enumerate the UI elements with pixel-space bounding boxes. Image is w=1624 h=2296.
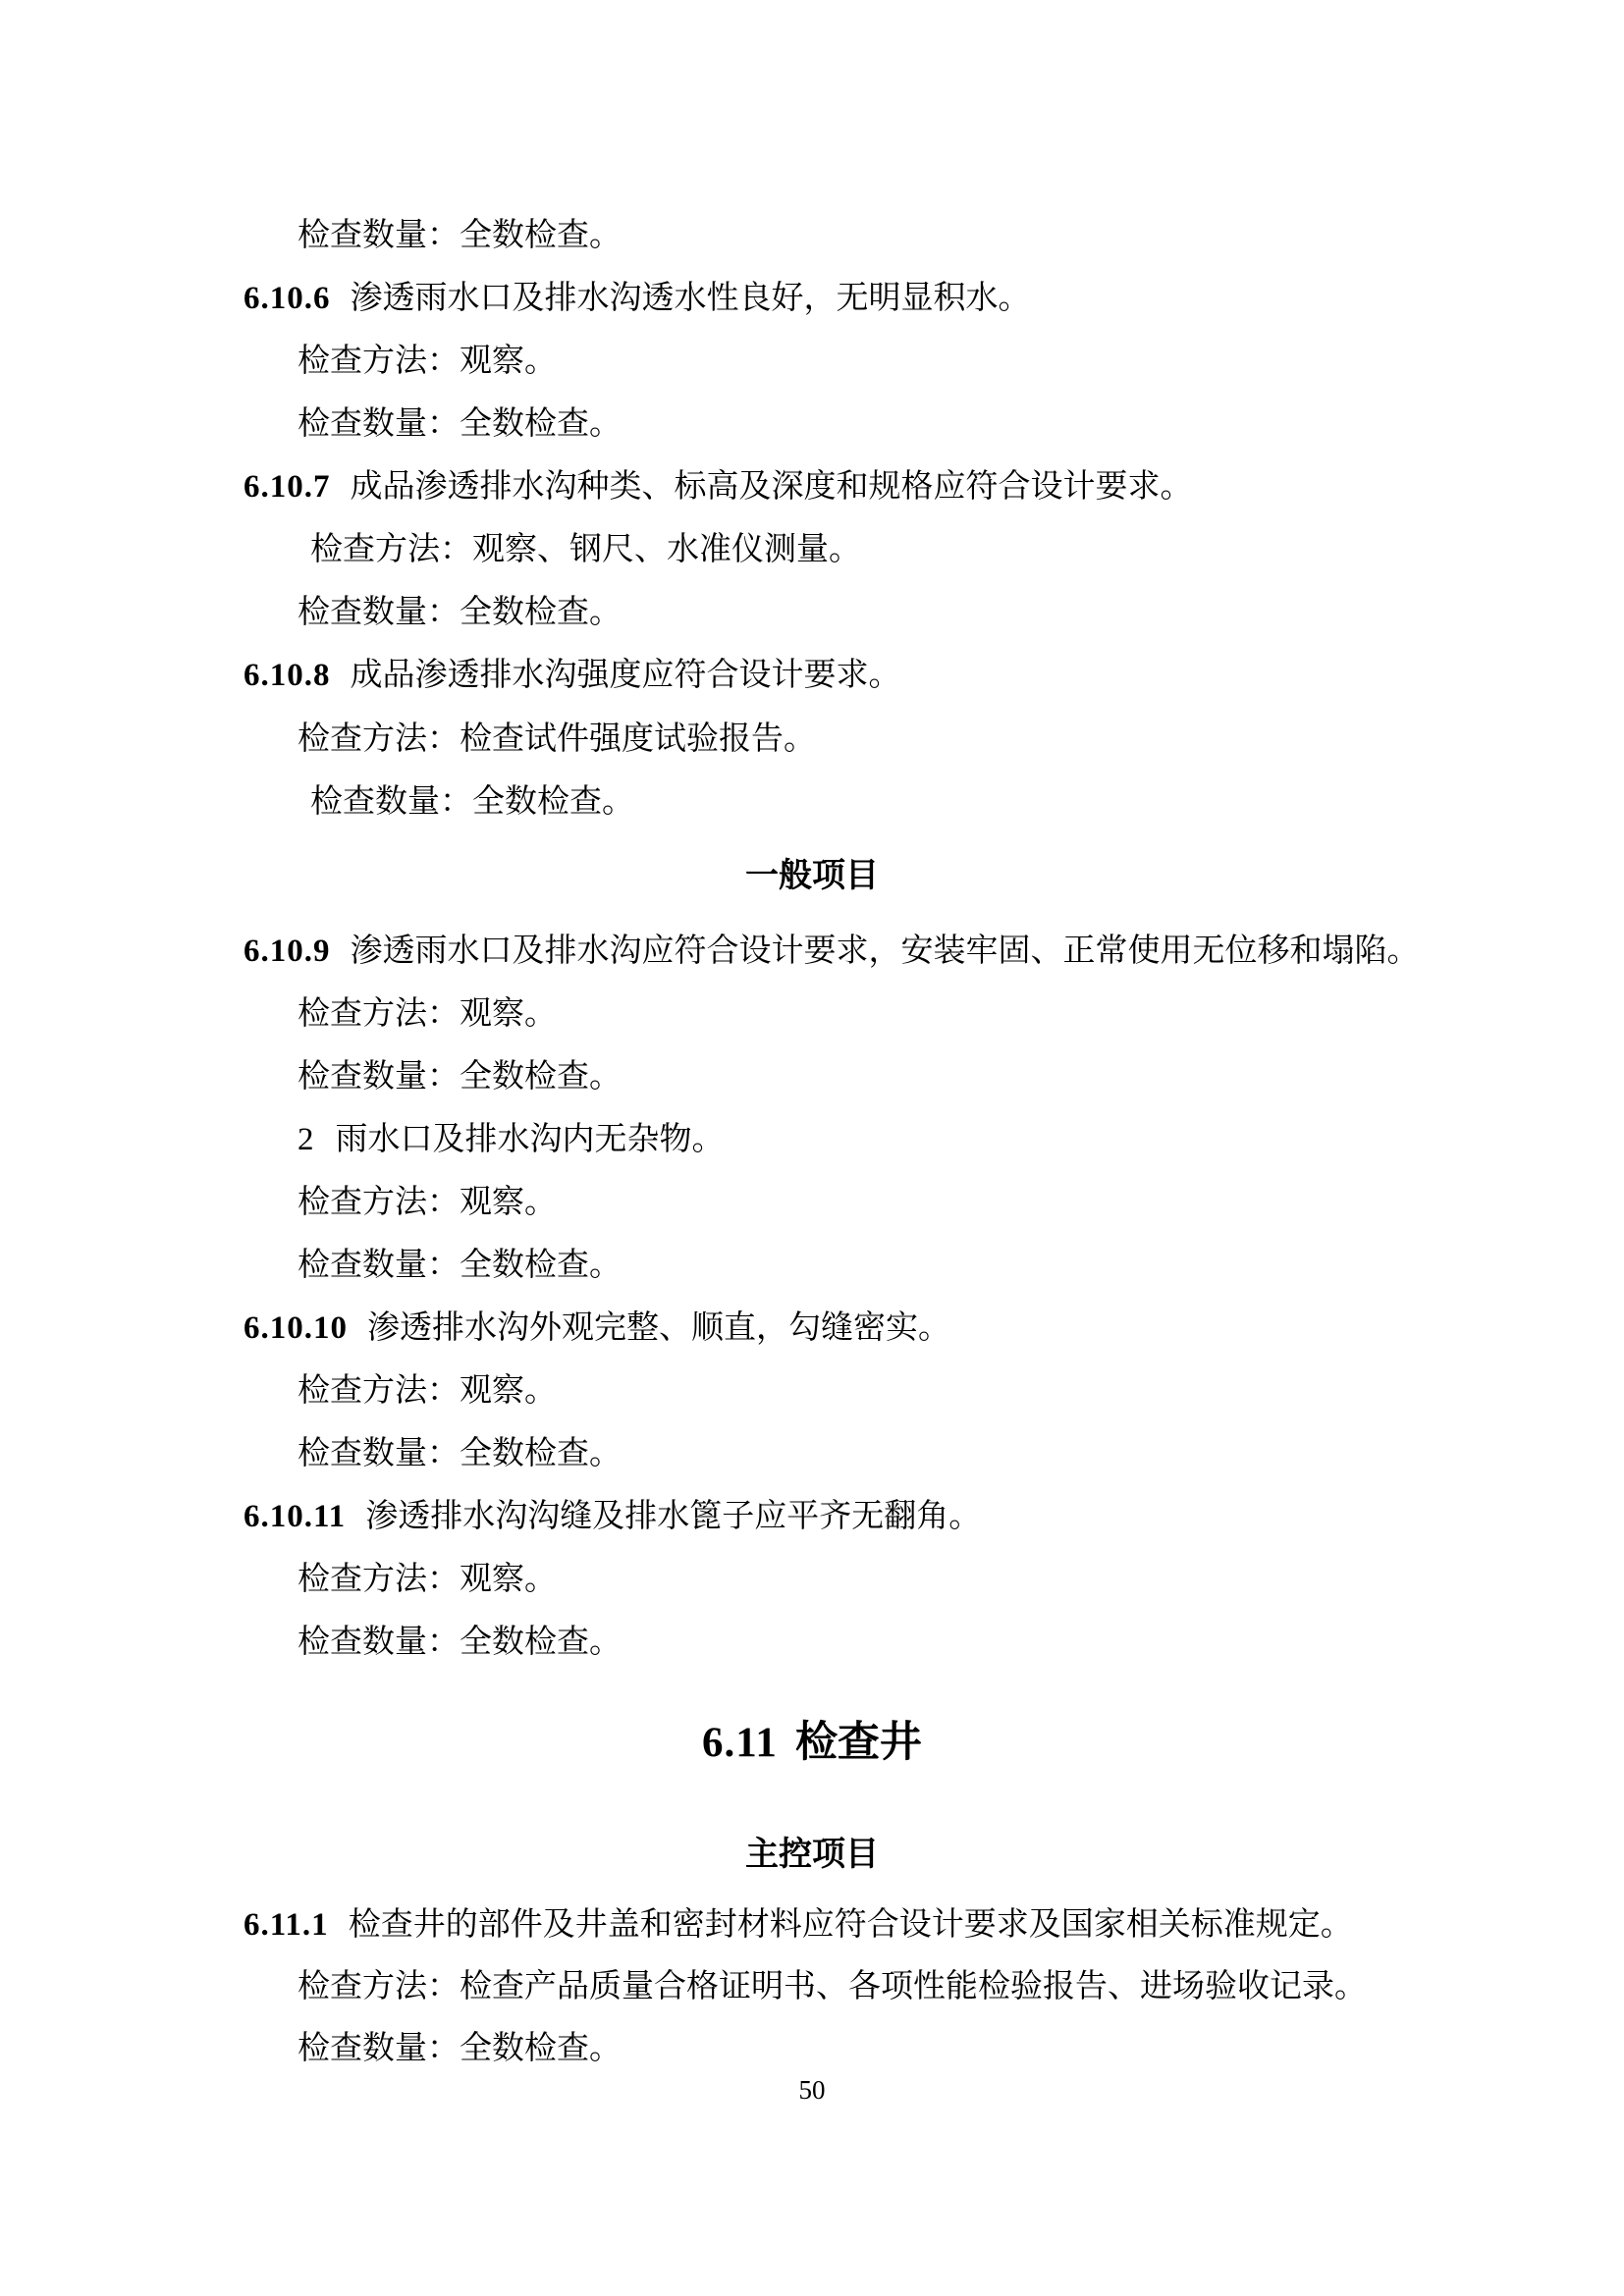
clause-6-11-1 xyxy=(244,1903,1353,1947)
check-method-line: 检查方法：观察。 xyxy=(298,996,557,1032)
check-quantity-line: 检查数量：全数检查。 xyxy=(298,1625,622,1660)
clause-6-10-8 xyxy=(244,654,901,697)
check-method-line: 检查方法：检查产品质量合格证明书、各项性能检验报告、进场验收记录。 xyxy=(298,1969,1367,2004)
list-item-number: 2 xyxy=(298,1122,314,1157)
clause-number: 6.11.1 xyxy=(244,1907,329,1943)
list-item-2 xyxy=(298,1118,725,1161)
page-number: 50 xyxy=(798,2075,826,2105)
check-method-line: 检查方法：观察。 xyxy=(298,344,557,379)
list-item-text: 雨水口及排水沟内无杂物。 xyxy=(335,1122,725,1157)
master-control-heading: 主控项目 xyxy=(745,1836,879,1873)
check-method-line: 检查方法：观察、钢尺、水准仪测量。 xyxy=(310,532,861,567)
check-quantity-line: 检查数量：全数检查。 xyxy=(298,218,622,253)
check-quantity-line: 检查数量：全数检查。 xyxy=(298,2031,622,2066)
chapter-number: 6.11 xyxy=(702,1720,778,1766)
check-method-line: 检查方法：观察。 xyxy=(298,1562,557,1597)
clause-number: 6.10.6 xyxy=(244,281,331,316)
clause-6-10-9 xyxy=(244,930,1420,973)
clause-number: 6.10.7 xyxy=(244,469,331,505)
general-items-heading: 一般项目 xyxy=(745,857,879,894)
chapter-heading-6-11 xyxy=(0,1718,1624,1769)
check-quantity-line: 检查数量：全数检查。 xyxy=(298,1436,622,1471)
check-method-line: 检查方法：检查试件强度试验报告。 xyxy=(298,721,816,757)
clause-6-10-11 xyxy=(244,1495,981,1538)
check-quantity-line: 检查数量：全数检查。 xyxy=(298,595,622,630)
check-quantity-line: 检查数量：全数检查。 xyxy=(310,784,634,820)
clause-6-10-10 xyxy=(244,1307,950,1350)
clause-number: 6.10.11 xyxy=(244,1499,347,1534)
clause-text: 渗透雨水口及排水沟透水性良好，无明显积水。 xyxy=(350,281,1031,316)
clause-text: 渗透排水沟外观完整、顺直，勾缝密实。 xyxy=(367,1310,950,1346)
clause-number: 6.10.10 xyxy=(244,1310,348,1346)
chapter-title: 检查井 xyxy=(794,1720,922,1766)
clause-text: 成品渗透排水沟种类、标高及深度和规格应符合设计要求。 xyxy=(350,469,1193,505)
check-method-line: 检查方法：观察。 xyxy=(298,1373,557,1409)
check-quantity-line: 检查数量：全数检查。 xyxy=(298,406,622,442)
clause-text: 成品渗透排水沟强度应符合设计要求。 xyxy=(350,658,901,693)
clause-text: 渗透雨水口及排水沟应符合设计要求，安装牢固、正常使用无位移和塌陷。 xyxy=(350,934,1420,969)
check-method-line: 检查方法：观察。 xyxy=(298,1185,557,1220)
check-quantity-line: 检查数量：全数检查。 xyxy=(298,1248,622,1283)
clause-number: 6.10.8 xyxy=(244,658,331,693)
check-quantity-line: 检查数量：全数检查。 xyxy=(298,1059,622,1095)
clause-6-10-6 xyxy=(244,277,1031,320)
clause-text: 检查井的部件及井盖和密封材料应符合设计要求及国家相关标准规定。 xyxy=(348,1907,1353,1943)
clause-number: 6.10.9 xyxy=(244,934,331,969)
clause-6-10-7 xyxy=(244,465,1193,508)
clause-text: 渗透排水沟沟缝及排水篦子应平齐无翻角。 xyxy=(365,1499,982,1534)
